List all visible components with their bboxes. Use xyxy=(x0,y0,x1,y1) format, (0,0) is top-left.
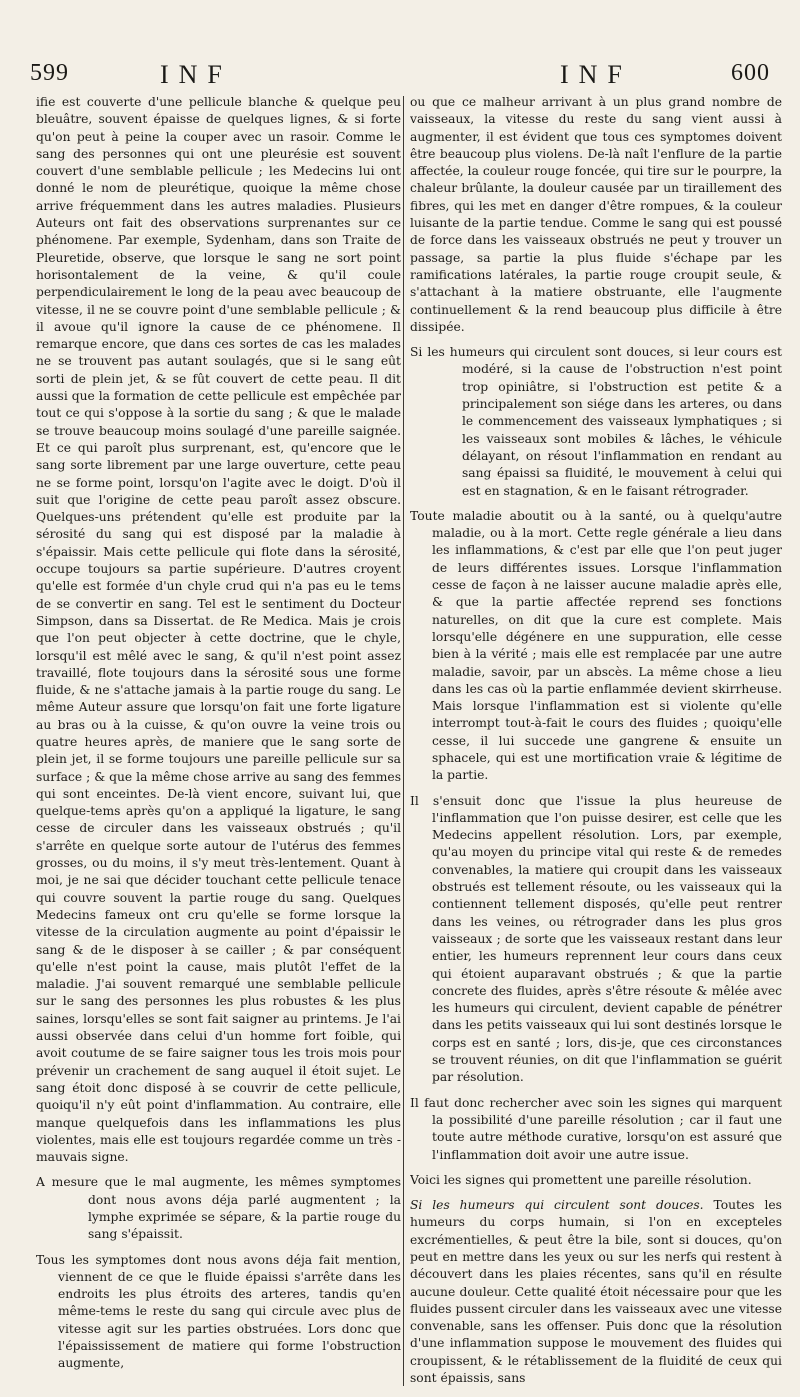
column-divider xyxy=(403,96,404,1386)
left-column xyxy=(36,94,401,1389)
running-head xyxy=(30,60,770,94)
right-paragraph-7-body: Toutes les humeurs du corps humain, si l'on en excepteles excrémentielles, & peut être la bile, sont si douces, qu'on peut en mettre dans les yeux ou sur les nerfs qui restent à découvert dans les plaies récentes, sans qu'il en résulte aucune douleur. Cette qualité étoit nécessaire pour que les fluides pussent circuler dans les vaisseaux avec une vitesse convenable, sans les offenser. Puis donc que la résolution d'une inflammation suppose le mouvement des fluides qui croupissent, & le rétablissement de la fluidité de ceux qui sont épaissis, sans xyxy=(410,1198,782,1386)
right-paragraph-6: Voici les signes qui promettent une pareille résolution. xyxy=(410,1172,752,1187)
right-paragraph-3: Toute maladie aboutit ou à la santé, ou à quelqu'autre maladie, ou à la mort. Cette regle générale a lieu dans les inflammations, & c'est par elle que l'on peut juger de leurs différentes issues. Lorsque l'inflammation cesse de façon à ne laisser aucune maladie après elle, & que la partie affectée reprend ses fonctions naturelles, on dit que la cure est complete. Mais lorsqu'elle dégénere en une suppuration, elle cesse bien à la vérité ; mais elle est remplacée par une autre maladie, savoir, par un abscès. La même chose a lieu dans les cas où la partie enflammée devient skirrheuse. Mais lorsque l'inflammation est si violente qu'elle interrompt tout-à-fait le cours des fluides ; quoiqu'elle cesse, il lui succede une gangrene & ensuite un sphacele, qui est une mortification vraie & légitime de la partie. xyxy=(410,508,782,783)
right-paragraph-5: Il faut donc rechercher avec soin les signes qui marquent la possibilité d'une pareille résolution ; car il faut une toute autre méthode curative, lorsqu'on est assuré que l'inflammation doit avoir une autre issue. xyxy=(410,1095,782,1162)
right-paragraph-4: Il s'ensuit donc que l'issue la plus heureuse de l'inflammation que l'on puisse desirer, est celle que les Medecins appellent résolution. Lors, par exemple, qu'au moyen du principe vital qui reste & de remedes convenables, la matiere qui croupit dans les vaisseaux obstrués est tellement résoute, ou les vaisseaux qui la contiennent tellement disposés, qu'elle peut rentrer dans les veines, ou rétrograder dans les plus gros vaisseaux ; de sorte que les vaisseaux restant dans leur entier, les humeurs reprennent leur cours dans ceux qui étoient auparavant obstrués ; & que la partie concrete des fluides, après s'être résoute & mêlée avec les humeurs qui circulent, devient capable de pénétrer dans les petits vaisseaux qui lui sont destinés lorsque le corps est en santé ; lors, dis-je, que ces circonstances se trouvent réunies, on dit que l'inflammation se guérit par résolution. xyxy=(410,793,782,1085)
left-paragraph-3: Tous les symptomes dont nous avons déja fait mention, viennent de ce que le fluide épaissi s'arrête dans les endroits les plus étroits des arteres, tandis qu'en même-tems le reste du sang qui circule avec plus de vitesse agit sur les parties obstruées. Lors donc que l'épaississement de matiere qui forme l'obstruction augmente, xyxy=(36,1252,401,1371)
page-number-left: 599 xyxy=(30,60,69,86)
right-column xyxy=(410,94,782,1389)
right-paragraph-7 xyxy=(410,1197,782,1387)
page-number-right: 600 xyxy=(731,60,770,86)
right-paragraph-2: Si les humeurs qui circulent sont douces, si leur cours est modéré, si la cause de l'obstruction n'est point trop opiniâtre, si l'obstruction est petite & a principalement son siége dans les arteres, ou dans le commencement des vaisseaux lymphatiques ; si les vaisseaux sont mobiles & lâches, le véhicule délayant, on résout l'inflammation en rendant au sang épaissi sa fluidité, le mouvement à celui qui est en stagnation, & en le faisant rétrograder. xyxy=(410,345,782,498)
left-paragraph-1: ifie est couverte d'une pellicule blanche & quelque peu bleuâtre, souvent épaisse de quelques lignes, & si forte qu'on peut à peine la couper avec un rasoir. Comme le sang des personnes qui ont une pleurésie est souvent couvert d'une semblable pellicule ; les Medecins lui ont donné le nom de pleurétique, quoique la même chose arrive fréquemment dans les autres maladies. Plusieurs Auteurs ont fait des observations surprenantes sur ce phénomene. Par exemple, Sydenham, dans son Traite de Pleuretide, observe, que lorsque le sang ne sort point horisontalement de la veine, & qu'il coule perpendiculairement le long de la peau avec beaucoup de vitesse, il ne se couvre point d'une semblable pellicule ; & il avoue qu'il ignore la cause de ce phénomene. Il remarque encore, que dans ces sortes de cas les malades ne se trouvent pas autant soulagés, que si le sang eût sorti de plein jet, & se fût couvert de cette peau. Il dit aussi que la formation de cette pellicule est empêchée par tout ce qui s'oppose à la sortie du sang ; & que le malade se trouve beaucoup moins soulagé d'une pareille saignée. Et ce qui paroît plus surprenant, est, qu'encore que le sang sorte librement par une large ouverture, cette peau ne se forme point, lorsqu'on l'agite avec le doigt. D'où il suit que l'origine de cette peau paroît assez obscure. Quelques-uns prétendent qu'elle est produite par la sérosité du sang qui est disposé par la maladie à s'épaissir. Mais cette pellicule qui flote dans la sérosité, occupe toujours sa partie supérieure. D'autres croyent qu'elle est formée d'un chyle crud qui n'a pas eu le tems de se convertir en sang. Tel est le sentiment du Docteur Simpson, dans sa Dissertat. de Re Medica. Mais je crois que l'on peut objecter à cette doctrine, que le chyle, lorsqu'il est mêlé avec le sang, & qu'il n'est point assez travaillé, flote toujours dans la sérosité sous une forme fluide, & ne s'attache jamais à la partie rouge du sang. Le même Auteur assure que lorsqu'on fait une forte ligature au bras ou à la cuisse, & qu'on ouvre la veine trois ou quatre heures après, de maniere que le sang sorte de plein jet, il se forme toujours une pareille pellicule sur sa surface ; & que la même chose arrive au sang des femmes qui sont enceintes. De-là vient encore, suivant lui, que quelque-tems après qu'on a appliqué la ligature, le sang cesse de circuler dans les vaisseaux obstrués ; qu'il s'arrête en quelque sorte autour de l'utérus des femmes grosses, ou du moins, il s'y meut très-lentement. Quant à moi, je ne sai que décider touchant cette pellicule tenace qui couvre souvent la partie rouge du sang. Quelques Medecins fameux ont cru qu'elle se forme lorsque la vitesse de la circulation augmente au point d'épaissir le sang & de le disposer à se cailler ; & par conséquent qu'elle n'est point la cause, mais plutôt l'effet de la maladie. J'ai souvent remarqué une semblable pellicule sur le sang des personnes les plus robustes & les plus saines, lorsqu'elles se sont fait saigner au printems. Je l'ai aussi observée dans celui d'un homme fort foible, qui avoit coutume de se faire saigner tous les trois mois pour prévenir un crachement de sang auquel il étoit sujet. Le sang étoit donc disposé à se couvrir de cette pellicule, quoiqu'il n'y eût point d'inflammation. Au contraire, elle manque quelquefois dans les inflammations les plus violentes, mais elle est toujours regardée comme un très - mauvais signe. xyxy=(36,95,401,1165)
running-word-right: INF xyxy=(560,60,632,89)
right-paragraph-1: ou que ce malheur arrivant à un plus grand nombre de vaisseaux, la vitesse du reste du sang vient aussi à augmenter, il est évident que tous ces symptomes doivent être beaucoup plus violens. De-là naît l'enflure de la partie affectée, la couleur rouge foncée, qui tire sur le pourpre, la chaleur brûlante, la douleur causée par un tiraillement des fibres, qui les met en danger d'être rompues, & la couleur luisante de la partie tendue. Comme le sang qui est poussé de force dans les vaisseaux obstrués ne peut y trouver un passage, sa partie la plus fluide s'échape par les ramifications latérales, la partie rouge croupit seule, & s'attachant à la matiere obstruante, elle l'augmente continuellement & la rend beaucoup plus difficile à être dissipée. xyxy=(410,95,782,334)
right-paragraph-7-lead: Si les humeurs qui circulent sont douces. xyxy=(410,1198,704,1213)
left-paragraph-2: A mesure que le mal augmente, les mêmes symptomes dont nous avons déja parlé augmentent ; la lymphe exprimée se sépare, & la partie rouge du sang s'épaissit. xyxy=(36,1175,401,1242)
running-word-left: INF xyxy=(160,60,232,89)
